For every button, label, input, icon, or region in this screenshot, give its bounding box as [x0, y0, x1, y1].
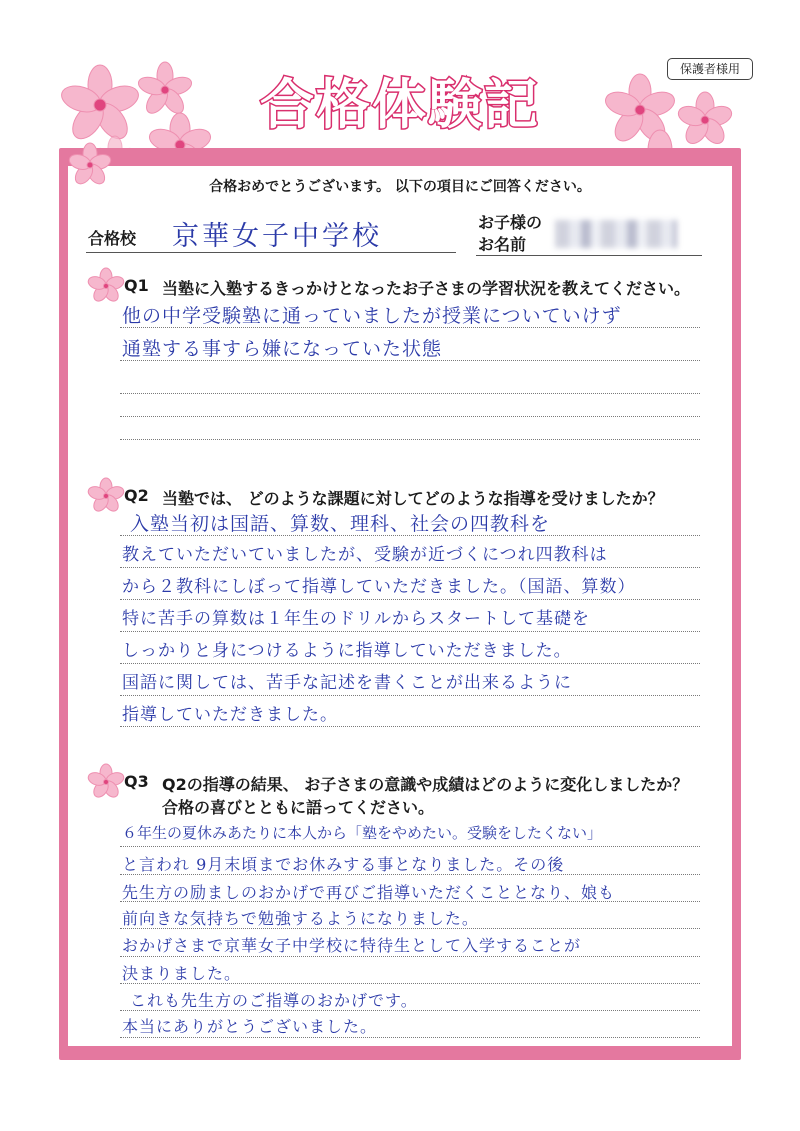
guardian-badge: 保護者様用	[667, 58, 753, 80]
q1-answer-line: 他の中学受験塾に通っていましたが授業についていけず	[122, 305, 622, 327]
q2-text: 当塾では、 どのような課題に対してどのような指導を受けましたか？	[162, 489, 664, 508]
q3-text-line2: 合格の喜びとともに語ってください。	[162, 798, 435, 817]
q3-answer-line: 決まりました。	[122, 964, 242, 983]
q1-answer-line: 通塾する事すら嫌になっていた状態	[122, 338, 443, 360]
ruled-line	[120, 1010, 700, 1011]
q2-answer-line: 教えていただいていましたが、受験が近づくにつれ四教科は	[122, 545, 608, 565]
ruled-line	[120, 393, 700, 394]
ruled-line	[120, 360, 700, 361]
ruled-line	[120, 535, 700, 536]
q3-answer-line: おかげさまで京華女子中学校に特待生として入学することが	[122, 936, 582, 955]
school-underline	[86, 252, 456, 253]
ruled-line	[120, 439, 700, 440]
ruled-line	[120, 1037, 700, 1038]
q3-answer-line: ６年生の夏休みあたりに本人から「塾をやめたい。受験をしたくない」	[122, 824, 603, 842]
q3-text: Q2の指導の結果、 お子さまの意識や成績はどのように変化しましたか？	[162, 775, 689, 794]
name-underline	[476, 255, 702, 256]
q3-answer-line: と言われ 9月末頃までお休みする事となりました。その後	[122, 855, 565, 874]
q2-number: Q2	[124, 486, 149, 505]
redacted-name	[555, 220, 677, 248]
ruled-line	[120, 631, 700, 632]
q3-answer-line: 前向きな気持ちで勉強するようになりました。	[122, 909, 479, 928]
blossom-bullet-icon	[86, 762, 126, 802]
school-value: 京華女子中学校	[172, 221, 382, 252]
page-title: 合格体験記	[260, 72, 540, 136]
q3-answer-line: 先生方の励ましのおかげで再びご指導いただくこととなり、娘も	[122, 883, 616, 902]
q3-number: Q3	[124, 772, 149, 791]
ruled-line	[120, 327, 700, 328]
ruled-line	[120, 567, 700, 568]
ruled-line	[120, 874, 700, 875]
q2-answer-line: 入塾当初は国語、算数、理科、社会の四教科を	[130, 513, 551, 535]
q2-answer-line: 指導していただきました。	[122, 705, 338, 725]
q1-number: Q1	[124, 276, 149, 295]
q3-answer-line: 本当にありがとうございました。	[122, 1017, 378, 1036]
ruled-line	[120, 901, 700, 902]
greeting-text: 合格おめでとうございます。 以下の項目にご回答ください。	[209, 179, 591, 195]
blossom-bullet-icon	[86, 476, 126, 516]
ruled-line	[120, 599, 700, 600]
ruled-line	[120, 416, 700, 417]
ruled-line	[120, 726, 700, 727]
school-label: 合格校	[88, 229, 137, 248]
ruled-line	[120, 928, 700, 929]
child-name-label-line2: お名前	[478, 235, 527, 254]
ruled-line	[120, 956, 700, 957]
q2-answer-line: 特に苦手の算数は１年生のドリルからスタートして基礎を	[122, 609, 590, 629]
q3-answer-line: これも先生方のご指導のおかげです。	[130, 991, 418, 1010]
ruled-line	[120, 846, 700, 847]
blossom-bullet-icon	[86, 266, 126, 306]
ruled-line	[120, 695, 700, 696]
ruled-line	[120, 983, 700, 984]
q1-text: 当塾に入塾するきっかけとなったお子さまの学習状況を教えてください。	[162, 279, 691, 298]
q2-answer-line: から２教科にしぼって指導していただきました。（国語、算数）	[122, 577, 636, 597]
ruled-line	[120, 663, 700, 664]
q2-answer-line: しっかりと身につけるように指導していただきました。	[122, 641, 572, 661]
q2-answer-line: 国語に関しては、苦手な記述を書くことが出来るように	[122, 673, 572, 693]
child-name-label-line1: お子様の	[478, 213, 543, 232]
